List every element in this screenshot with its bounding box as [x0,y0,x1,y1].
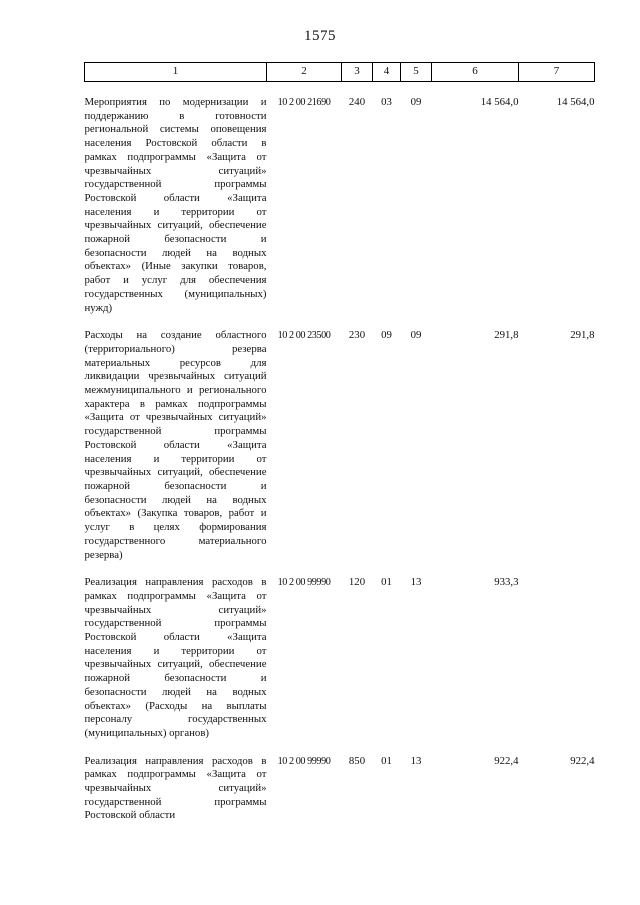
budget-table [84,62,595,823]
row-col5: 09 [410,96,422,108]
row-amount-col6: 933,3 [494,576,519,589]
row-col4: 03 [381,96,392,108]
row-amount-col6: 14 564,0 [480,96,519,108]
row-code: 10 2 00 99990 [277,755,331,767]
table-row [85,329,595,562]
row-col3: 240 [348,96,366,108]
row-col4: 01 [381,754,392,767]
row-amount-col7 [519,576,595,740]
row-code: 10 2 00 23500 [277,330,331,342]
row-spacer [85,315,595,329]
header-col-1: 1 [85,63,267,82]
row-col3: 850 [348,754,366,767]
row-amount-col7: 922,4 [570,754,595,767]
page-number: 1575 [304,28,336,44]
header-col-2: 2 [267,63,342,82]
row-spacer [85,741,595,755]
header-row [85,63,595,82]
row-code: 10 2 00 21690 [277,97,331,108]
table-row [85,96,595,315]
header-col-3: 3 [342,63,373,82]
table-row [85,576,595,740]
row-amount-col6: 922,4 [494,754,519,767]
row-spacer [85,82,595,97]
row-col4: 09 [381,329,392,342]
row-code: 10 2 00 99990 [277,577,331,589]
row-col4: 01 [381,576,392,589]
row-spacer [85,562,595,576]
row-description: Реализация направления расходов в рамках подпрограммы «Защита от чрезвычайных ситуаций» государственной программы Ростовской области [84,754,267,822]
header-col-7: 7 [519,63,595,82]
row-description: Мероприятия по модернизации и поддержанию в готовности региональной системы оповещения населения Ростовской области в рамках подпрограммы «Защита от чрезвычайных ситуаций» государственной программы Ростовской области «Защита населения и территории от чрезвычайных ситуаций, обеспечение пожарной безопасности и безопасности людей на водных объектах» (Иные закупки товаров, работ и услуг для обеспечения государственных (муниципальных) нужд) [84,96,267,314]
row-amount-col7: 14 564,0 [556,96,595,108]
row-amount-col6: 291,8 [494,329,519,342]
row-col5: 09 [410,329,422,342]
row-amount-col7: 291,8 [570,329,595,342]
header-col-4: 4 [373,63,401,82]
row-col5: 13 [410,576,422,589]
row-col3: 230 [348,329,366,342]
header-col-5: 5 [401,63,432,82]
row-col5: 13 [410,754,422,767]
row-description: Расходы на создание областного (территориального) резерва материальных ресурсов для ликвидации чрезвычайных ситуаций межмуниципального и регионального характера в рамках подпрограммы «Защита от чрезвычайных ситуаций» государственной программы Ростовской области «Защита населения и территории от чрезвычайных ситуаций, обеспечение пожарной безопасности и безопасности людей на водных объектах» (Закупка товаров, работ и услуг в целях формирования государственного материального резерва) [84,329,267,561]
row-col3: 120 [348,576,366,589]
header-col-6: 6 [432,63,519,82]
table-row [85,755,595,824]
row-description: Реализация направления расходов в рамках подпрограммы «Защита от чрезвычайных ситуаций» государственной программы Ростовской области «Защита населения и территории от чрезвычайных ситуаций, обеспечение пожарной безопасности и безопасности людей на водных объектах» (Расходы на выплаты персоналу государственных (муниципальных) органов) [84,576,267,739]
